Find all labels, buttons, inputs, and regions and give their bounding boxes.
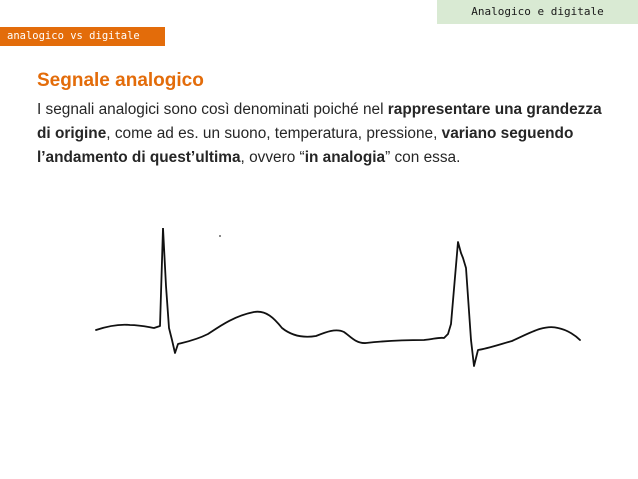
bold-text-1: rappresentare una grandezza di origine (37, 101, 602, 142)
text-part-3: , ovvero “ (240, 149, 305, 166)
text-part-4: ” con essa. (385, 149, 461, 166)
stray-dot (219, 235, 221, 237)
bold-text-2: variano seguendo l’andamento di quest’ultima (37, 125, 574, 166)
text-part-2: , come ad es. un suono, temperatura, pressione, (106, 125, 442, 142)
body-paragraph (37, 98, 607, 170)
section-tag: analogico vs digitale (0, 27, 165, 46)
text-part-1: I segnali analogici sono così denominati poiché nel (37, 101, 388, 118)
slide-title: Segnale analogico (37, 70, 204, 91)
ecg-waveform-line (96, 228, 580, 366)
bold-text-3: in analogia (304, 149, 386, 166)
slide-header-tab: Analogico e digitale (437, 0, 638, 24)
ecg-waveform-image (88, 228, 588, 388)
